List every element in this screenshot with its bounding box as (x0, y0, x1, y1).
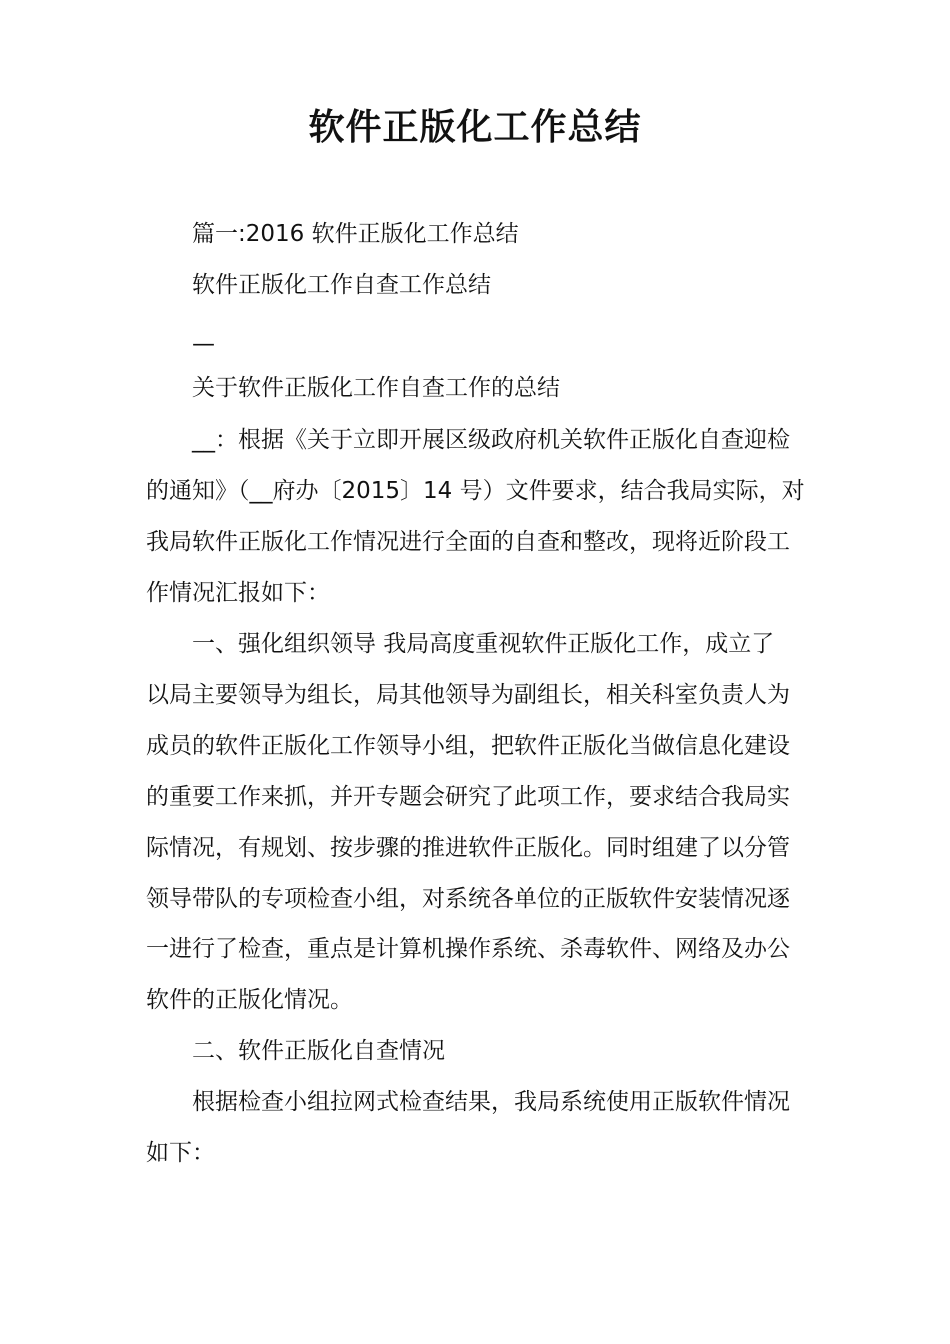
paragraph-line: 的重要工作来抓，并开专题会研究了此项工作，要求结合我局实 (146, 784, 790, 810)
paragraph-line: __：根据《关于立即开展区级政府机关软件正版化自查迎检 (192, 427, 790, 453)
paragraph-line: 软件的正版化情况。 (146, 987, 353, 1013)
paragraph-line: 如下： (146, 1140, 215, 1166)
document-title: 软件正版化工作总结 (308, 107, 642, 148)
paragraph-line: 一进行了检查，重点是计算机操作系统、杀毒软件、网络及办公 (146, 936, 790, 962)
section-heading: 篇一:2016 软件正版化工作总结 (192, 221, 519, 247)
paragraph-line: 一、强化组织领导 我局高度重视软件正版化工作，成立了 (192, 631, 775, 657)
dash-line: — (192, 331, 215, 357)
paragraph-line: 作情况汇报如下： (146, 580, 330, 606)
paragraph-line: 我局软件正版化工作情况进行全面的自查和整改，现将近阶段工 (146, 529, 790, 555)
paragraph-line: 的通知》（__府办〔2015〕14 号）文件要求，结合我局实际，对 (146, 478, 805, 504)
section-heading: 二、软件正版化自查情况 (192, 1038, 445, 1064)
summary-heading: 关于软件正版化工作自查工作的总结 (192, 375, 560, 401)
paragraph-line: 成员的软件正版化工作领导小组，把软件正版化当做信息化建设 (146, 733, 790, 759)
paragraph-line: 领导带队的专项检查小组，对系统各单位的正版软件安装情况逐 (146, 886, 790, 912)
subtitle: 软件正版化工作自查工作总结 (192, 272, 491, 298)
paragraph-line: 根据检查小组拉网式检查结果，我局系统使用正版软件情况 (192, 1089, 790, 1115)
paragraph-line: 以局主要领导为组长，局其他领导为副组长，相关科室负责人为 (146, 682, 790, 708)
paragraph-line: 际情况，有规划、按步骤的推进软件正版化。同时组建了以分管 (146, 835, 790, 861)
